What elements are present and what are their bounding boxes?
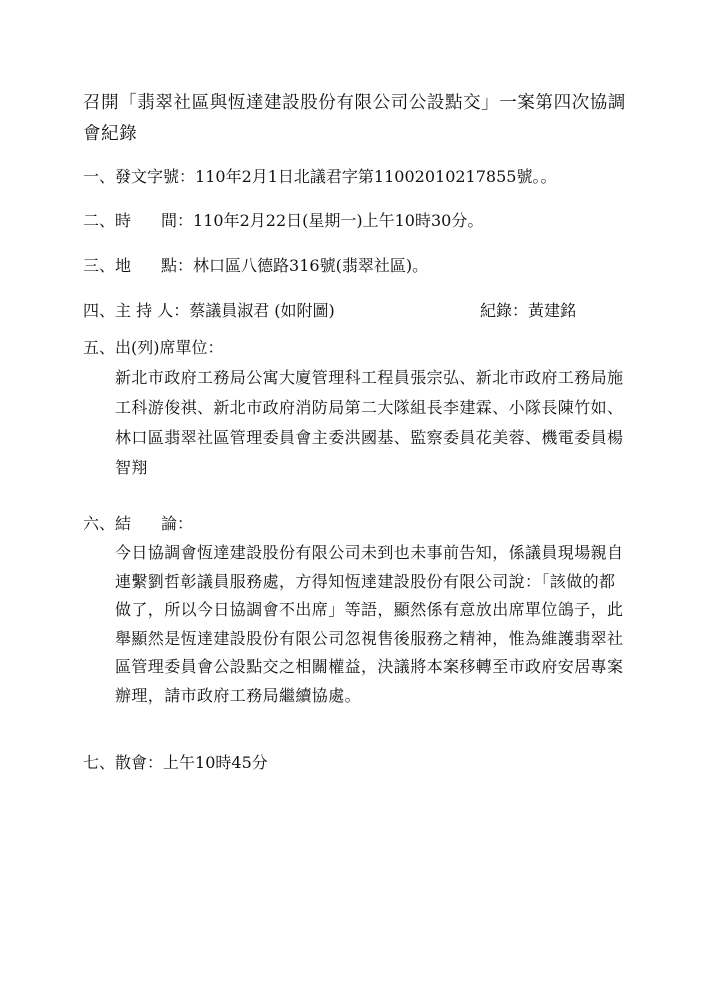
conclusion-line: 區管理委員會公設點交之相關權益，決議將本案移轉至市政府安居專案 xyxy=(115,657,624,676)
item-label-second: 論： xyxy=(161,514,194,533)
item-value: 110年2月22日(星期一)上午10時30分。 xyxy=(193,211,484,230)
item-number: 七、 xyxy=(83,753,116,772)
item-conclusion xyxy=(83,513,193,535)
item-host xyxy=(83,300,335,322)
item-number: 三、 xyxy=(83,256,116,275)
attendees-list xyxy=(115,363,623,483)
attendees-line: 新北市政府工務局公寓大廈管理科工程員張宗弘、新北市政府工務局施 xyxy=(115,368,624,387)
item-label: 散會： xyxy=(115,753,164,772)
attendees-line: 工科游俊祺、新北市政府消防局第二大隊組長李建霖、小隊長陳竹如、 xyxy=(115,398,624,417)
recorder: 紀錄：黃建銘 xyxy=(480,301,577,320)
conclusion-line: 連繫劉哲彰議員服務處，方得知恆達建設股份有限公司說：「該做的都 xyxy=(115,571,616,591)
item-value: 110年2月1日北議君字第11002010217855號。。 xyxy=(195,167,557,186)
conclusion-line: 今日協調會恆達建設股份有限公司未到也未事前告知，係議員現場親自 xyxy=(115,543,624,562)
item-label-second: 點： xyxy=(161,256,194,275)
item-label: 出(列)席單位： xyxy=(115,338,224,357)
attendees-line: 林口區翡翠社區管理委員會主委洪國基、監察委員花美蓉、機電委員楊 xyxy=(115,428,624,447)
item-label-second: 間： xyxy=(161,211,194,230)
item-number: 二、 xyxy=(83,211,116,230)
item-document-number xyxy=(83,166,556,188)
item-label-first: 地 xyxy=(115,256,132,275)
conclusion-line: 舉顯然是恆達建設股份有限公司忽視售後服務之精神，惟為維護翡翠社 xyxy=(115,628,624,648)
conclusion-text xyxy=(115,539,623,710)
conclusion-line: 辦理，請市政府工務局繼續協處。 xyxy=(115,685,362,705)
item-value: 林口區八德路316號(翡翠社區)。 xyxy=(193,256,429,275)
item-number: 一、 xyxy=(83,167,116,186)
conclusion-line: 做了，所以今日協調會不出席」等語，顯然係有意放出席單位鴿子，此 xyxy=(115,600,624,619)
item-location xyxy=(83,255,428,277)
item-label: 發文字號： xyxy=(115,167,196,186)
item-label: 主 持 人： xyxy=(115,301,190,320)
item-label-first: 時 xyxy=(115,211,132,230)
item-value: 蔡議員淑君 (如附圖) xyxy=(189,301,335,320)
attendees-line: 智翔 xyxy=(115,458,148,477)
item-value: 上午10時45分 xyxy=(163,753,268,772)
item-number: 四、 xyxy=(83,301,116,320)
item-time xyxy=(83,210,483,232)
document-title: 召開「翡翠社區與恆達建設股份有限公司公設點交」一案第四次協調會紀錄 xyxy=(83,93,626,144)
item-attendees xyxy=(83,337,224,359)
item-number: 六、 xyxy=(83,514,116,533)
item-label-first: 結 xyxy=(115,514,132,533)
item-number: 五、 xyxy=(83,338,116,357)
item-adjournment xyxy=(83,752,268,774)
